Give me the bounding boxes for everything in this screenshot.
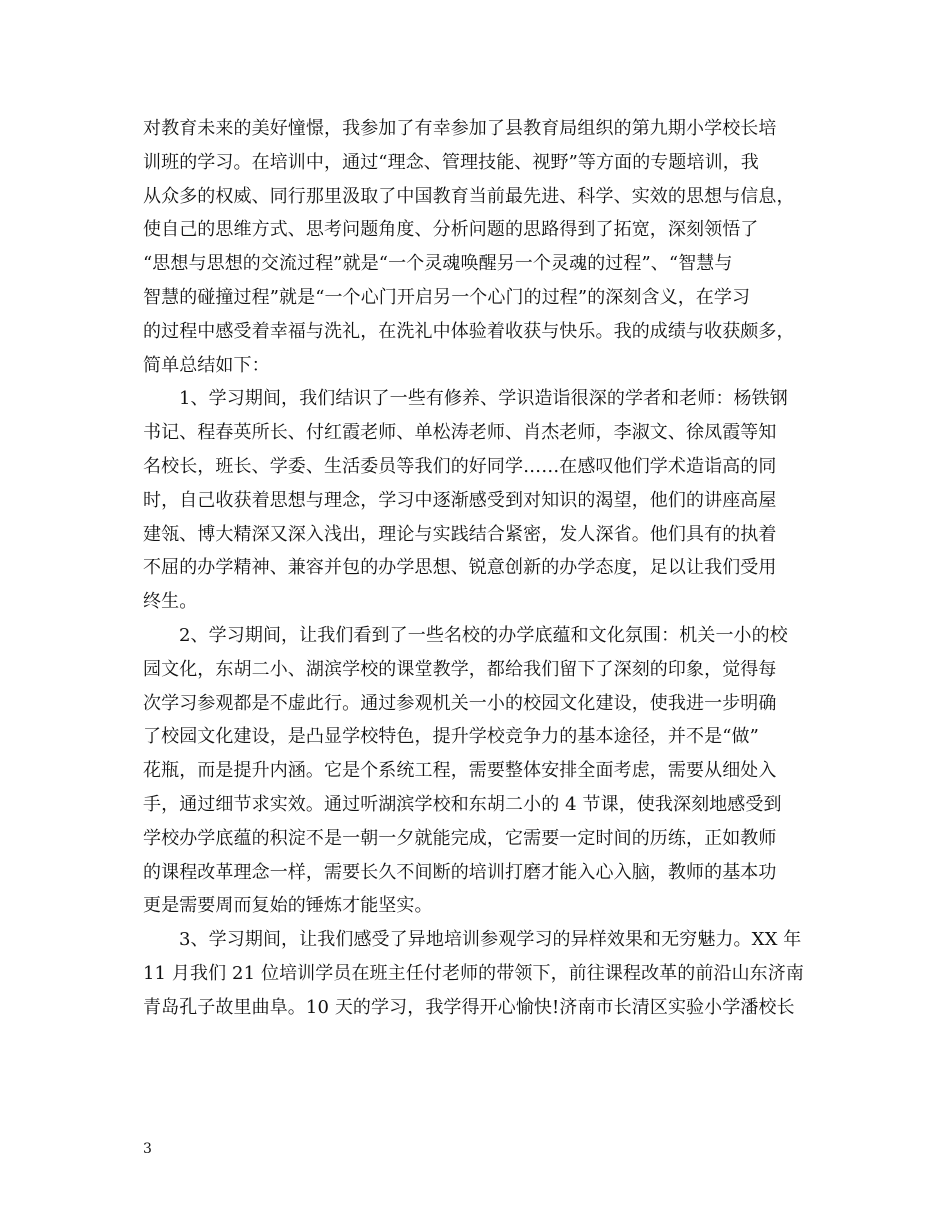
text-line: 更是需要周而复始的锤炼才能坚实。 bbox=[143, 895, 433, 917]
text-line: 的课程改革理念一样，需要长久不间断的培训打磨才能入心入脑，教师的基本功 bbox=[143, 861, 777, 883]
text-line: 从众多的权威、同行那里汲取了中国教育当前最先进、科学、实效的思想与信息， bbox=[143, 185, 795, 207]
text-line: 青岛孔子故里曲阜。10 天的学习，我学得开心愉快!济南市长清区实验小学潘校长 bbox=[143, 996, 795, 1018]
text-line: 对教育未来的美好憧憬，我参加了有幸参加了县教育局组织的第九期小学校长培 bbox=[143, 118, 777, 139]
text-line: 终生。 bbox=[143, 591, 198, 613]
text-line: 名校长，班长、学委、生活委员等我们的好同学……在感叹他们学术造诣高的同 bbox=[143, 455, 777, 477]
text-line: 使自己的思维方式、思考问题角度、分析问题的思路得到了拓宽，深刻领悟了 bbox=[143, 219, 759, 241]
text-line: 学校办学底蕴的积淀不是一朝一夕就能完成，它需要一定时间的历练，正如教师 bbox=[143, 827, 777, 849]
text-line: 了校园文化建设，是凸显学校特色，提升学校竞争力的基本途径，并不是“做” bbox=[143, 726, 759, 748]
text-line: 3、学习期间，让我们感受了异地培训参观学习的异样效果和无穷魅力。XX 年 bbox=[179, 929, 802, 951]
text-line: 1、学习期间，我们结识了一些有修养、学识造诣很深的学者和老师：杨铁钢 bbox=[179, 388, 788, 410]
text-line: 智慧的碰撞过程”就是“一个心门开启另一个心门的过程”的深刻含义，在学习 bbox=[143, 286, 751, 308]
text-line: 次学习参观都是不虚此行。通过参观机关一小的校园文化建设，使我进一步明确 bbox=[143, 692, 777, 714]
page-number: 3 bbox=[143, 1141, 152, 1157]
text-line: 建瓴、博大精深又深入浅出，理论与实践结合紧密，发人深省。他们具有的执着 bbox=[143, 523, 777, 545]
text-line: 训班的学习。在培训中，通过“理念、管理技能、视野”等方面的专题培训，我 bbox=[143, 151, 759, 173]
text-line: 园文化，东胡二小、湖滨学校的课堂教学，都给我们留下了深刻的印象，觉得每 bbox=[143, 658, 777, 680]
text-line: 书记、程春英所长、付红霞老师、单松涛老师、肖杰老师，李淑文、徐凤霞等知 bbox=[143, 422, 777, 444]
text-line: 手，通过细节求实效。通过听湖滨学校和东胡二小的 4 节课，使我深刻地感受到 bbox=[143, 793, 782, 815]
text-line: 不屈的办学精神、兼容并包的办学思想、锐意创新的办学态度，足以让我们受用 bbox=[143, 557, 777, 579]
text-line: 时，自己收获着思想与理念，学习中逐渐感受到对知识的渴望，他们的讲座高屋 bbox=[143, 489, 777, 511]
text-line: 花瓶，而是提升内涵。它是个系统工程，需要整体安排全面考虑，需要从细处入 bbox=[143, 760, 777, 782]
text-line: 简单总结如下： bbox=[143, 354, 270, 376]
text-line: “思想与思想的交流过程”就是“一个灵魂唤醒另一个灵魂的过程”、“智慧与 bbox=[143, 253, 733, 275]
body-text bbox=[143, 112, 815, 1025]
text-line: 11 月我们 21 位培训学员在班主任付老师的带领下，前往课程改革的前沿山东济南 bbox=[143, 962, 804, 984]
text-line: 2、学习期间，让我们看到了一些名校的办学底蕴和文化氛围：机关一小的校 bbox=[179, 624, 788, 646]
text-line: 的过程中感受着幸福与洗礼，在洗礼中体验着收获与快乐。我的成绩与收获颇多， bbox=[143, 320, 795, 342]
